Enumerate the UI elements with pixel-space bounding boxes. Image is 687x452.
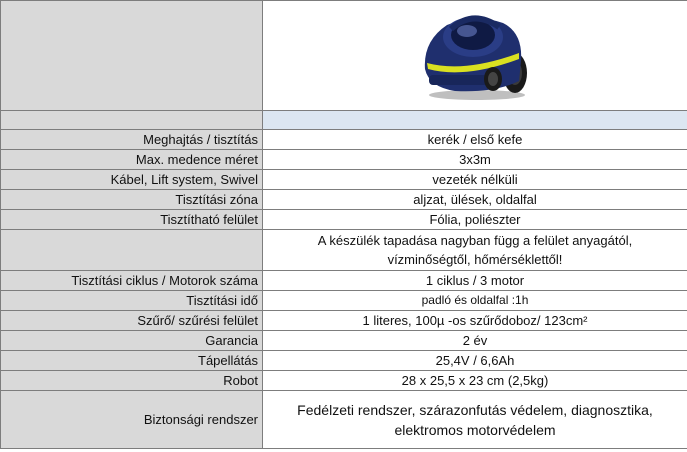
pool-robot-image xyxy=(415,11,535,101)
blank-cell-right xyxy=(263,111,687,130)
row-label: Tisztítható felület xyxy=(1,210,263,230)
row-label: Tápellátás xyxy=(1,351,263,371)
table-row xyxy=(1,170,687,190)
table-row xyxy=(1,150,687,170)
row-value: padló és oldalfal :1h xyxy=(263,291,687,311)
row-value-note: A készülék tapadása nagyban függ a felület anyagától, vízminőségtől, hőmérséklettől! xyxy=(263,230,687,271)
blank-row xyxy=(1,111,687,130)
row-value-safety: Fedélzeti rendszer, szárazonfutás védelem, diagnosztika, elektromos motorvédelem xyxy=(263,391,687,449)
blank-cell-left xyxy=(1,111,263,130)
table-row xyxy=(1,291,687,311)
row-label xyxy=(1,230,263,271)
row-value: 2 év xyxy=(263,331,687,351)
row-label: Tisztítási zóna xyxy=(1,190,263,210)
row-label: Robot xyxy=(1,371,263,391)
row-value: 3x3m xyxy=(263,150,687,170)
row-value: aljzat, ülések, oldalfal xyxy=(263,190,687,210)
row-label: Szűrő/ szűrési felület xyxy=(1,311,263,331)
table-row xyxy=(1,331,687,351)
table-row-safety xyxy=(1,391,687,449)
row-value: vezeték nélküli xyxy=(263,170,687,190)
image-row-label-cell xyxy=(1,1,263,111)
table-row xyxy=(1,351,687,371)
table-row xyxy=(1,311,687,331)
table-row xyxy=(1,130,687,150)
row-value: kerék / első kefe xyxy=(263,130,687,150)
row-value: Fólia, poliészter xyxy=(263,210,687,230)
image-cell xyxy=(263,1,687,111)
table-row xyxy=(1,190,687,210)
row-label: Meghajtás / tisztítás xyxy=(1,130,263,150)
row-label: Garancia xyxy=(1,331,263,351)
row-label: Biztonsági rendszer xyxy=(1,391,263,449)
row-value: 1 literes, 100µ -os szűrődoboz/ 123cm² xyxy=(263,311,687,331)
row-value: 28 x 25,5 x 23 cm (2,5kg) xyxy=(263,371,687,391)
row-value: 25,4V / 6,6Ah xyxy=(263,351,687,371)
table-row xyxy=(1,371,687,391)
row-value: 1 ciklus / 3 motor xyxy=(263,271,687,291)
row-label: Max. medence méret xyxy=(1,150,263,170)
row-label: Kábel, Lift system, Swivel xyxy=(1,170,263,190)
row-label: Tisztítási ciklus / Motorok száma xyxy=(1,271,263,291)
table-row xyxy=(1,210,687,230)
image-row xyxy=(1,1,687,111)
table-row xyxy=(1,271,687,291)
row-label: Tisztítási idő xyxy=(1,291,263,311)
table-row-note xyxy=(1,230,687,271)
